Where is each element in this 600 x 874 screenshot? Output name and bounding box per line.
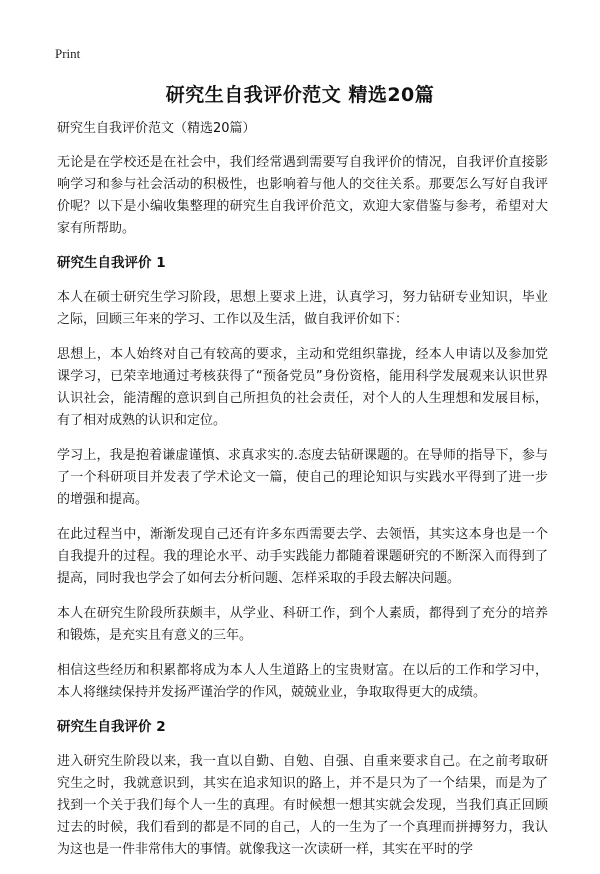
section-1-paragraph-5: 本人在研究生阶段所获颇丰，从学业、科研工作，到个人素质，都得到了充分的培养和锻炼，是充实且有意义的三年。	[57, 606, 548, 643]
section-1-paragraph-4: 在此过程当中，渐渐发现自己还有许多东西需要去学、去领悟，其实这本身也是一个自我提升的过程。我的理论水平、动手实践能力都随着课题研究的不断深入而得到了提高，同时我也学会了如何去分析问题、怎样采取的手段去解决问题。	[57, 527, 548, 586]
print-link[interactable]: Print	[55, 46, 81, 61]
section-heading-2: 研究生自我评价 2	[57, 719, 166, 735]
document-subtitle: 研究生自我评价范文（精选20篇）	[57, 121, 256, 136]
document-body	[57, 118, 548, 874]
section-heading-1: 研究生自我评价 1	[57, 255, 166, 271]
section-1-paragraph-1: 本人在硕士研究生学习阶段，思想上要求上进，认真学习，努力钻研专业知识，毕业之际，回顾三年来的学习、工作以及生活，做自我评价如下：	[57, 290, 548, 327]
section-2-paragraph-1: 进入研究生阶段以来，我一直以自勤、自勉、自强、自重来要求自己。在之前考取研究生之时，我就意识到，其实在追求知识的路上，并不是只为了一个结果，而是为了找到一个关于我们每个人一生的真理。有时候想一想其实就会发现，当我们真正回顾过去的时候，我们看到的都是不同的自己，人的一生为了一个真理而拼搏努力，我认为这也是一件非常伟大的事情。就像我这一次读研一样，其实在平时的学	[57, 754, 548, 857]
section-1-paragraph-2: 思想上，本人始终对自己有较高的要求，主动和党组织靠拢，经本人申请以及参加党课学习，已荣幸地通过考核获得了“预备党员”身份资格，能用科学发展观来认识世界认识社会，能清醒的意识到自己所担负的社会责任，对个人的人生理想和发展目标，有了相对成熟的认识和定位。	[57, 347, 548, 428]
section-1-paragraph-3: 学习上，我是抱着谦虚谨慎、求真求实的.态度去钻研课题的。在导师的指导下，参与了一个科研项目并发表了学术论文一篇，使自己的理论知识与实践水平得到了进一步的增强和提高。	[57, 448, 548, 507]
intro-paragraph: 无论是在学校还是在社会中，我们经常遇到需要写自我评价的情况，自我评价直接影响学习和参与社会活动的积极性，也影响着与他人的交往关系。那要怎么写好自我评价呢？以下是小编收集整理的研究生自我评价范文，欢迎大家借鉴与参考，希望对大家有所帮助。	[57, 155, 548, 236]
document-title: 研究生自我评价范文 精选20篇	[165, 84, 435, 106]
section-1-paragraph-6: 相信这些经历和积累都将成为本人人生道路上的宝贵财富。在以后的工作和学习中，本人将继续保持并发扬严谨治学的作风，兢兢业业，争取取得更大的成绩。	[57, 663, 548, 700]
